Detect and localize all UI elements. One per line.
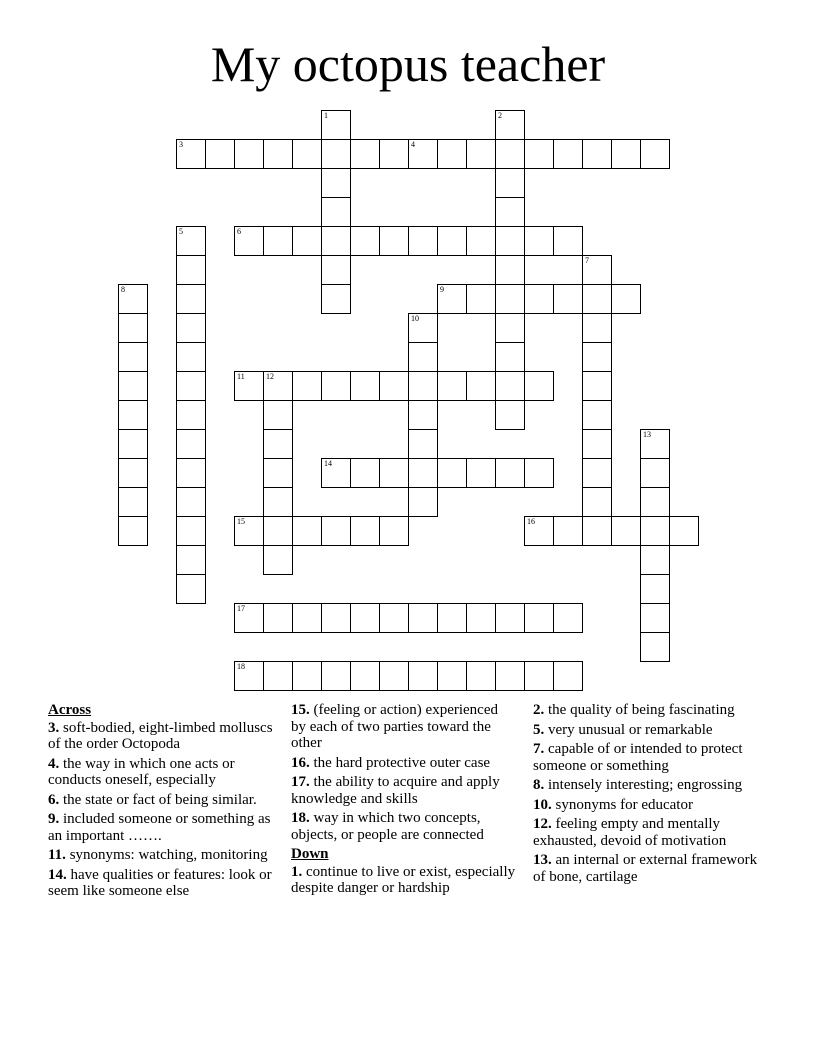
across-clue-15: 15. (feeling or action) experienced by each of two parties toward the other xyxy=(291,702,498,751)
cell-number: 14 xyxy=(324,459,332,468)
cell-number: 6 xyxy=(237,227,241,236)
grid-cell[interactable] xyxy=(350,516,380,546)
grid-cell[interactable] xyxy=(321,661,351,691)
grid-cell[interactable] xyxy=(524,284,554,314)
grid-cell[interactable] xyxy=(234,371,264,401)
grid-cell[interactable] xyxy=(321,255,351,285)
grid-cell[interactable] xyxy=(466,284,496,314)
grid-cell[interactable] xyxy=(611,284,641,314)
grid-cell[interactable] xyxy=(437,226,467,256)
grid-cell[interactable] xyxy=(582,255,612,285)
grid-cell[interactable] xyxy=(118,458,148,488)
grid-cell[interactable] xyxy=(350,458,380,488)
grid-cell[interactable] xyxy=(176,487,206,517)
grid-cell[interactable] xyxy=(524,661,554,691)
grid-cell[interactable] xyxy=(582,516,612,546)
cell-number: 11 xyxy=(237,372,245,381)
grid-cell[interactable] xyxy=(582,284,612,314)
grid-cell[interactable] xyxy=(263,139,293,169)
grid-cell[interactable] xyxy=(292,661,322,691)
grid-cell[interactable] xyxy=(582,487,612,517)
grid-cell[interactable] xyxy=(176,255,206,285)
grid-cell[interactable] xyxy=(466,458,496,488)
grid-cell[interactable] xyxy=(408,487,438,517)
across-heading: Across xyxy=(48,702,92,718)
grid-cell[interactable] xyxy=(640,545,670,575)
grid-cell[interactable] xyxy=(408,139,438,169)
across-clue-17: 17. the ability to acquire and apply knowledge and skills xyxy=(291,774,500,807)
grid-cell[interactable] xyxy=(350,661,380,691)
grid-cell[interactable] xyxy=(524,458,554,488)
grid-cell[interactable] xyxy=(640,139,670,169)
grid-cell[interactable] xyxy=(495,400,525,430)
grid-cell[interactable] xyxy=(292,516,322,546)
grid-cell[interactable] xyxy=(408,400,438,430)
grid-cell[interactable] xyxy=(582,371,612,401)
grid-cell[interactable] xyxy=(176,574,206,604)
grid-cell[interactable] xyxy=(292,371,322,401)
grid-cell[interactable] xyxy=(495,371,525,401)
across-clue-11: 11. synonyms: watching, monitoring xyxy=(48,847,268,863)
grid-cell[interactable] xyxy=(379,661,409,691)
grid-cell[interactable] xyxy=(495,110,525,140)
grid-cell[interactable] xyxy=(437,284,467,314)
grid-cell[interactable] xyxy=(263,516,293,546)
across-clue-6: 6. the state or fact of being similar. xyxy=(48,791,257,808)
grid-cell[interactable] xyxy=(437,661,467,691)
grid-cell[interactable] xyxy=(495,458,525,488)
cell-number: 8 xyxy=(121,285,125,294)
grid-cell[interactable] xyxy=(524,516,554,546)
grid-cell[interactable] xyxy=(437,371,467,401)
cell-number: 7 xyxy=(585,256,589,265)
down-clue-12: 12. feeling empty and mentally exhausted, devoid of motivation xyxy=(533,816,727,849)
grid-cell[interactable] xyxy=(524,371,554,401)
grid-cell[interactable] xyxy=(118,400,148,430)
cell-number: 2 xyxy=(498,111,502,120)
grid-cell[interactable] xyxy=(379,139,409,169)
across-clue-9: 9. included someone or something as an important ……. xyxy=(48,811,271,844)
clues-column-1 xyxy=(48,702,273,903)
grid-cell[interactable] xyxy=(437,458,467,488)
cell-number: 1 xyxy=(324,111,328,120)
across-clue-4: 4. the way in which one acts or conducts oneself, especially xyxy=(48,755,235,788)
grid-cell[interactable] xyxy=(263,661,293,691)
grid-cell[interactable] xyxy=(176,458,206,488)
grid-cell[interactable] xyxy=(234,516,264,546)
grid-cell[interactable] xyxy=(495,168,525,198)
grid-cell[interactable] xyxy=(582,313,612,343)
grid-cell[interactable] xyxy=(640,632,670,662)
grid-cell[interactable] xyxy=(321,197,351,227)
grid-cell[interactable] xyxy=(263,603,293,633)
grid-cell[interactable] xyxy=(118,313,148,343)
across-clue-16: 16. the hard protective outer case xyxy=(291,754,491,771)
cell-number: 18 xyxy=(237,662,245,671)
cell-number: 12 xyxy=(266,372,274,381)
grid-cell[interactable] xyxy=(321,139,351,169)
grid-cell[interactable] xyxy=(611,139,641,169)
grid-cell[interactable] xyxy=(321,284,351,314)
grid-cell[interactable] xyxy=(495,139,525,169)
grid-cell[interactable] xyxy=(437,603,467,633)
grid-cell[interactable] xyxy=(582,342,612,372)
down-clue-7: 7. capable of or intended to protect someone or something xyxy=(533,741,743,774)
grid-cell[interactable] xyxy=(234,661,264,691)
down-clue-8: 8. intensely interesting; engrossing xyxy=(533,777,743,793)
grid-cell[interactable] xyxy=(176,545,206,575)
cell-number: 3 xyxy=(179,140,183,149)
grid-cell[interactable] xyxy=(495,226,525,256)
grid-cell[interactable] xyxy=(292,603,322,633)
grid-cell[interactable] xyxy=(640,603,670,633)
grid-cell[interactable] xyxy=(553,139,583,169)
grid-cell[interactable] xyxy=(524,139,554,169)
grid-cell[interactable] xyxy=(640,429,670,459)
grid-cell[interactable] xyxy=(495,342,525,372)
grid-cell[interactable] xyxy=(176,429,206,459)
grid-cell[interactable] xyxy=(118,342,148,372)
grid-cell[interactable] xyxy=(408,342,438,372)
grid-cell[interactable] xyxy=(176,342,206,372)
grid-cell[interactable] xyxy=(640,516,670,546)
grid-cell[interactable] xyxy=(408,371,438,401)
grid-cell[interactable] xyxy=(379,603,409,633)
grid-cell[interactable] xyxy=(495,197,525,227)
grid-cell[interactable] xyxy=(118,487,148,517)
grid-cell[interactable] xyxy=(263,226,293,256)
grid-cell[interactable] xyxy=(582,139,612,169)
puzzle-title: My octopus teacher xyxy=(210,36,606,92)
grid-cell[interactable] xyxy=(234,226,264,256)
grid-cell[interactable] xyxy=(553,226,583,256)
grid-cell[interactable] xyxy=(176,284,206,314)
across-clue-14: 14. have qualities or features: look or seem like someone else xyxy=(48,866,272,899)
grid-cell[interactable] xyxy=(495,313,525,343)
grid-cell[interactable] xyxy=(292,139,322,169)
grid-cell[interactable] xyxy=(524,603,554,633)
grid-cell[interactable] xyxy=(408,458,438,488)
grid-cell[interactable] xyxy=(350,371,380,401)
cell-number: 16 xyxy=(527,517,535,526)
grid-cell[interactable] xyxy=(582,400,612,430)
grid-cell[interactable] xyxy=(263,545,293,575)
grid-cell[interactable] xyxy=(379,516,409,546)
grid-cell[interactable] xyxy=(640,458,670,488)
grid-cell[interactable] xyxy=(350,603,380,633)
cell-number: 15 xyxy=(237,517,245,526)
down-heading: Down xyxy=(291,846,329,862)
grid-cell[interactable] xyxy=(408,603,438,633)
grid-cell[interactable] xyxy=(379,458,409,488)
grid-cell[interactable] xyxy=(321,168,351,198)
grid-cell[interactable] xyxy=(321,371,351,401)
grid-cell[interactable] xyxy=(495,284,525,314)
grid-cell[interactable] xyxy=(379,371,409,401)
grid-cell[interactable] xyxy=(321,603,351,633)
grid-cell[interactable] xyxy=(118,516,148,546)
grid-cell[interactable] xyxy=(263,429,293,459)
grid-cell[interactable] xyxy=(176,371,206,401)
cell-number: 4 xyxy=(411,140,415,149)
down-clue-1: 1. continue to live or exist, especially despite danger or hardship xyxy=(291,863,516,896)
grid-cell[interactable] xyxy=(379,226,409,256)
grid-cell[interactable] xyxy=(408,661,438,691)
grid-cell[interactable] xyxy=(321,226,351,256)
grid-cell[interactable] xyxy=(495,255,525,285)
grid-cell[interactable] xyxy=(350,139,380,169)
grid-cell[interactable] xyxy=(524,226,554,256)
cell-number: 17 xyxy=(237,604,245,613)
cell-number: 13 xyxy=(643,430,651,439)
grid-cell[interactable] xyxy=(553,516,583,546)
grid-cell[interactable] xyxy=(466,139,496,169)
grid-cell[interactable] xyxy=(640,487,670,517)
grid-cell[interactable] xyxy=(466,226,496,256)
grid-cell[interactable] xyxy=(611,516,641,546)
grid-cell[interactable] xyxy=(234,603,264,633)
clues-column-2 xyxy=(291,702,516,900)
grid-cell[interactable] xyxy=(350,226,380,256)
grid-cell[interactable] xyxy=(234,139,264,169)
down-clue-2: 2. the quality of being fascinating xyxy=(533,702,735,718)
grid-cell[interactable] xyxy=(553,284,583,314)
grid-cell[interactable] xyxy=(669,516,699,546)
grid-cell[interactable] xyxy=(466,371,496,401)
down-clue-13: 13. an internal or external framework of bone, cartilage xyxy=(533,852,758,885)
grid-cell[interactable] xyxy=(118,429,148,459)
grid-cell[interactable] xyxy=(321,110,351,140)
grid-cell[interactable] xyxy=(205,139,235,169)
grid-cell[interactable] xyxy=(437,139,467,169)
across-clue-3: 3. soft-bodied, eight-limbed molluscs of the order Octopoda xyxy=(48,719,273,752)
cell-number: 10 xyxy=(411,314,419,323)
grid-cell[interactable] xyxy=(176,516,206,546)
clues-column-3 xyxy=(533,702,768,888)
grid-cell[interactable] xyxy=(176,226,206,256)
grid-cell[interactable] xyxy=(118,371,148,401)
grid-cell[interactable] xyxy=(292,226,322,256)
grid-cell[interactable] xyxy=(118,284,148,314)
across-clue-18: 18. way in which two concepts, objects, or people are connected xyxy=(291,810,484,843)
grid-cell[interactable] xyxy=(495,661,525,691)
down-clue-10: 10. synonyms for educator xyxy=(533,796,693,813)
down-clue-5: 5. very unusual or remarkable xyxy=(533,721,713,738)
grid-cell[interactable] xyxy=(321,516,351,546)
grid-cell[interactable] xyxy=(408,313,438,343)
grid-cell[interactable] xyxy=(408,226,438,256)
grid-cell[interactable] xyxy=(263,458,293,488)
grid-cell[interactable] xyxy=(495,603,525,633)
grid-cell[interactable] xyxy=(466,661,496,691)
grid-cell[interactable] xyxy=(321,458,351,488)
grid-cell[interactable] xyxy=(553,603,583,633)
grid-cell[interactable] xyxy=(176,313,206,343)
grid-cell[interactable] xyxy=(176,139,206,169)
grid-cell[interactable] xyxy=(408,429,438,459)
grid-cell[interactable] xyxy=(263,400,293,430)
grid-cell[interactable] xyxy=(263,487,293,517)
grid-cell[interactable] xyxy=(466,603,496,633)
grid-cell[interactable] xyxy=(553,661,583,691)
cell-number: 5 xyxy=(179,227,183,236)
cell-number: 9 xyxy=(440,285,444,294)
grid-cell[interactable] xyxy=(176,400,206,430)
grid-cell[interactable] xyxy=(582,458,612,488)
grid-cell[interactable] xyxy=(263,371,293,401)
grid-cell[interactable] xyxy=(640,574,670,604)
grid-cell[interactable] xyxy=(582,429,612,459)
